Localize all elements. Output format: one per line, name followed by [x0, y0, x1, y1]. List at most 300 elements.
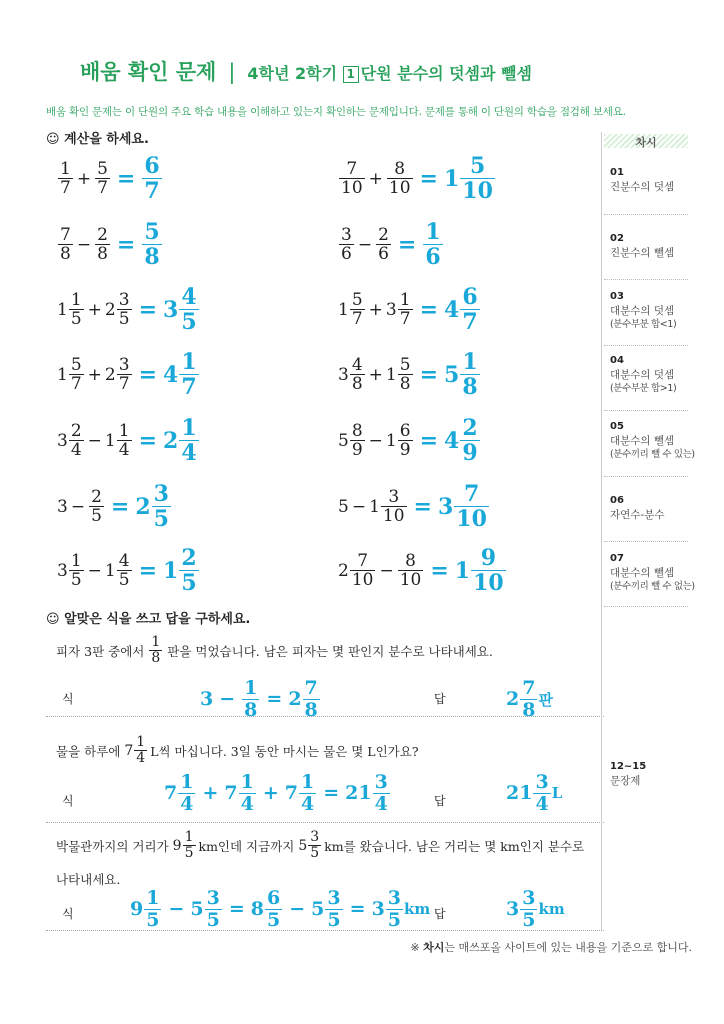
denominator: 4 — [70, 440, 82, 461]
operator: − — [76, 234, 92, 255]
whole-part: 2 — [506, 688, 520, 711]
fraction — [179, 285, 198, 334]
problem-expression — [338, 160, 414, 198]
denominator: 10 — [473, 570, 504, 597]
whole-part: 2 — [135, 493, 151, 520]
numerator: 4 — [351, 354, 363, 375]
fraction — [520, 678, 537, 721]
numerator: 1 — [60, 158, 71, 179]
fraction — [142, 220, 161, 269]
numerator: 1 — [70, 289, 82, 310]
expression-answer — [506, 678, 553, 721]
operator: + — [202, 782, 219, 805]
denominator: 4 — [136, 750, 146, 767]
lesson-number: 06 — [610, 495, 624, 506]
operand — [200, 688, 213, 710]
operand — [57, 497, 68, 517]
fraction — [117, 552, 132, 590]
numerator: 1 — [181, 415, 197, 441]
whole-part: 1 — [385, 364, 397, 385]
denominator: 10 — [341, 178, 363, 199]
whole-part: 7 — [124, 742, 134, 759]
denominator: 5 — [181, 309, 197, 336]
operand — [285, 772, 317, 815]
numerator: 5 — [70, 354, 82, 375]
denominator: 7 — [97, 178, 108, 199]
section-compute-heading: ☺ 계산을 하세요. — [46, 132, 149, 147]
denominator: 5 — [310, 845, 320, 862]
whole-part: 1 — [163, 557, 179, 584]
answer-value — [438, 482, 490, 531]
operand — [311, 888, 343, 931]
operand — [338, 552, 376, 590]
numerator: 3 — [118, 354, 130, 375]
denominator: 9 — [462, 440, 478, 467]
denominator: 8 — [60, 244, 71, 265]
denominator: 6 — [378, 244, 389, 265]
fraction — [303, 678, 320, 721]
operator: + — [368, 364, 383, 385]
lesson-title: (분수끼리 뺄 수 없는) — [610, 581, 695, 592]
word-problem-1-answer — [506, 678, 553, 721]
problem-13 — [57, 546, 200, 595]
word-problem-3-answer — [506, 888, 565, 931]
word-problem-2-answer-label — [434, 792, 446, 809]
denominator: 8 — [244, 698, 258, 721]
answer-label: 답 — [434, 907, 446, 921]
word-problem-2-text — [56, 735, 419, 767]
whole-part: 1 — [385, 430, 397, 451]
answer — [414, 350, 481, 399]
unit: km — [538, 900, 565, 919]
answer-label: 답 — [434, 794, 446, 808]
answer — [392, 220, 444, 269]
fraction — [95, 226, 110, 264]
fraction — [471, 546, 506, 595]
fraction-in-text — [124, 735, 148, 767]
answer — [133, 350, 200, 399]
denominator: 7 — [181, 374, 197, 401]
denominator: 4 — [240, 792, 254, 815]
fraction — [69, 422, 84, 460]
operand — [105, 552, 133, 590]
operator: + — [262, 782, 279, 805]
fraction — [205, 888, 222, 931]
lesson-title: (분수부분 합>1) — [610, 383, 677, 394]
operand — [397, 552, 425, 590]
whole-part: 4 — [444, 427, 460, 454]
fraction — [350, 422, 365, 460]
operand — [94, 160, 111, 198]
fraction — [152, 482, 171, 531]
fraction — [117, 291, 132, 329]
operand — [224, 772, 256, 815]
problem-2 — [338, 154, 496, 203]
fraction — [460, 416, 479, 465]
answer — [133, 546, 200, 595]
text: 판을 먹었습니다. 남은 피자는 몇 판인지 분수로 나타내세요. — [167, 643, 493, 659]
operator: + — [76, 168, 92, 189]
numerator: 2 — [378, 224, 389, 245]
footer-bold: 차시 — [423, 941, 445, 954]
operand — [94, 226, 111, 264]
answer — [111, 220, 163, 269]
operator: − — [87, 560, 102, 581]
operand — [338, 497, 349, 517]
numerator: 1 — [180, 771, 194, 793]
denominator: 5 — [206, 908, 220, 931]
footer-note: ※ 차시는 매쓰포올 사이트에 있는 내용을 기준으로 합니다. — [410, 941, 692, 954]
whole-part: 1 — [338, 299, 349, 320]
fraction — [179, 350, 198, 399]
fraction — [89, 488, 104, 526]
whole-part: 1 — [443, 165, 460, 192]
denominator: 4 — [118, 440, 130, 461]
denominator: 7 — [70, 374, 82, 395]
operator: − — [219, 688, 236, 711]
numerator: 5 — [399, 354, 411, 375]
answer-value — [444, 350, 481, 399]
operand — [345, 772, 391, 815]
word-problem-1-expression — [200, 678, 321, 721]
operator: − — [70, 496, 86, 517]
numerator: 3 — [388, 486, 400, 507]
unit: 판 — [538, 690, 553, 709]
operand — [251, 888, 283, 931]
answer — [414, 154, 496, 203]
sidebar-item-07 — [610, 552, 695, 594]
whole-part: 9 — [130, 898, 144, 921]
operand — [338, 160, 366, 198]
fraction-in-text — [148, 635, 163, 667]
denominator: 10 — [456, 506, 487, 533]
fraction — [58, 160, 73, 198]
operator: + — [87, 299, 102, 320]
whole-part: 21 — [506, 782, 533, 805]
word-problem-1-expr-label — [62, 690, 74, 707]
fraction — [134, 735, 147, 767]
whole-part: 5 — [190, 898, 204, 921]
fraction — [242, 678, 259, 721]
numerator: 3 — [153, 481, 169, 507]
numerator: 8 — [394, 158, 406, 179]
operand — [338, 291, 366, 329]
whole-part: 3 — [385, 299, 397, 320]
sidebar-divider — [604, 345, 688, 346]
question-text: 나타내세요. — [56, 872, 121, 887]
whole-part: 3 — [371, 898, 385, 921]
operator: − — [357, 234, 373, 255]
problem-expression — [338, 422, 414, 460]
fraction — [520, 888, 537, 931]
operand — [386, 422, 414, 460]
title-unit: 4학년 2학기 1 단원 분수의 덧셈과 뺄셈 — [247, 64, 532, 83]
fraction-in-text — [173, 830, 197, 862]
equals-sign: = — [138, 427, 157, 454]
lesson-number: 01 — [610, 167, 624, 178]
question-text — [56, 830, 584, 862]
problem-3 — [57, 220, 163, 269]
whole-part: 3 — [57, 560, 68, 581]
denominator: 5 — [118, 309, 130, 330]
denominator: 5 — [118, 570, 130, 591]
equals-sign: = — [110, 493, 130, 520]
denominator: 5 — [184, 845, 194, 862]
fraction — [533, 772, 550, 815]
denominator: 8 — [462, 374, 478, 401]
unit: L — [551, 784, 563, 803]
title-divider: | — [228, 60, 236, 84]
fraction — [58, 226, 73, 264]
denominator: 5 — [327, 908, 341, 931]
denominator: 5 — [181, 570, 197, 597]
expression-label: 식 — [62, 907, 74, 921]
divider — [46, 822, 604, 823]
answer-value — [163, 350, 200, 399]
equals-sign: = — [138, 557, 157, 584]
question-text — [56, 635, 493, 667]
problem-11 — [57, 482, 172, 531]
fraction — [387, 160, 413, 198]
whole-part: 1 — [104, 560, 116, 581]
problem-5 — [57, 285, 200, 334]
problem-expression — [338, 552, 424, 590]
answer-value — [444, 285, 481, 334]
sidebar-item-04 — [610, 354, 676, 396]
question-text — [56, 735, 419, 767]
word-problem-2-answer — [506, 772, 562, 815]
operand — [57, 226, 74, 264]
fraction — [398, 552, 424, 590]
numerator: 7 — [357, 550, 369, 571]
word-problem-1-text — [56, 635, 493, 667]
numerator: 1 — [244, 677, 258, 699]
answer — [111, 154, 163, 203]
numerator: 8 — [405, 550, 416, 571]
denominator: 5 — [153, 506, 169, 533]
text: 피자 3판 중에서 — [56, 643, 145, 659]
equals-sign: = — [419, 296, 438, 323]
fraction — [142, 154, 161, 203]
expression-label: 식 — [62, 692, 74, 706]
numerator: 5 — [144, 219, 160, 245]
numerator: 1 — [146, 887, 160, 909]
fraction — [398, 356, 413, 394]
fraction — [350, 291, 365, 329]
fraction — [339, 226, 354, 264]
whole-part: 1 — [57, 364, 68, 385]
fraction — [179, 546, 198, 595]
whole-part: 5 — [298, 837, 308, 854]
operator: − — [351, 496, 367, 517]
numerator: 6 — [462, 284, 478, 310]
numerator: 2 — [97, 224, 108, 245]
fraction — [460, 285, 479, 334]
fraction — [69, 291, 84, 329]
whole-part: 1 — [369, 496, 380, 517]
denominator: 4 — [535, 792, 549, 815]
answer — [414, 416, 481, 465]
numerator: 1 — [462, 349, 478, 375]
whole-part: 3 — [437, 493, 454, 520]
operator: − — [289, 898, 306, 921]
unit: km — [404, 900, 431, 919]
answer — [408, 482, 490, 531]
operator: − — [368, 430, 383, 451]
fraction — [308, 830, 321, 862]
numerator: 1 — [136, 734, 146, 750]
denominator: 7 — [118, 374, 130, 395]
operator: − — [168, 898, 185, 921]
lesson-title: 대분수의 덧셈 — [610, 305, 675, 317]
answer-value — [163, 285, 200, 334]
denominator: 5 — [91, 506, 102, 527]
denominator: 9 — [351, 440, 363, 461]
denominator: 8 — [97, 244, 108, 265]
whole-part: 3 — [338, 364, 349, 385]
numerator: 2 — [70, 420, 82, 441]
denominator: 8 — [151, 650, 161, 667]
problem-expression — [338, 356, 414, 394]
operand — [105, 356, 133, 394]
answer-value — [135, 482, 172, 531]
whole-part: 4 — [444, 296, 460, 323]
equals-sign: = — [116, 165, 136, 192]
numerator: 3 — [522, 887, 536, 909]
operand — [57, 160, 74, 198]
equals-sign: = — [138, 361, 157, 388]
problem-1 — [57, 154, 163, 203]
numerator: 7 — [304, 677, 318, 699]
numerator: 6 — [144, 153, 160, 179]
fraction — [178, 772, 195, 815]
operand — [386, 291, 414, 329]
numerator: 8 — [351, 420, 363, 441]
whole-part: 1 — [57, 299, 68, 320]
text: L씩 마십니다. 3일 동안 마시는 물은 몇 L인가요? — [150, 743, 419, 759]
lesson-number: 02 — [610, 233, 624, 244]
operand — [57, 422, 85, 460]
denominator: 9 — [399, 440, 411, 461]
whole-part: 2 — [104, 299, 116, 320]
word-problem-3-expr-label — [62, 905, 74, 922]
problem-expression — [57, 422, 133, 460]
answer-value — [141, 154, 162, 203]
denominator: 7 — [60, 178, 71, 199]
unit-number-box: 1 — [343, 66, 359, 83]
denominator: 5 — [70, 570, 82, 591]
denominator: 10 — [382, 506, 405, 527]
lesson-title: 대분수의 뺄셈 — [610, 435, 675, 447]
problem-expression — [57, 160, 111, 198]
numerator: 3 — [310, 829, 320, 845]
operand — [506, 888, 538, 931]
denominator: 4 — [181, 440, 197, 467]
answer — [105, 482, 172, 531]
operand — [338, 422, 366, 460]
whole-part: 1 — [454, 557, 471, 584]
numerator: 2 — [181, 545, 197, 571]
operand — [105, 291, 133, 329]
text: km를 왔습니다. 남은 거리는 몇 km인지 분수로 — [324, 838, 585, 854]
whole-part: 2 — [338, 560, 349, 581]
fraction — [117, 422, 132, 460]
fraction — [144, 888, 161, 931]
section-word-heading: ☺ 알맞은 식을 쓰고 답을 구하세요. — [46, 612, 251, 627]
numerator: 3 — [118, 289, 130, 310]
sidebar-divider — [604, 606, 688, 607]
denominator: 10 — [462, 178, 493, 205]
whole-part: 3 — [506, 898, 520, 921]
operand — [386, 356, 414, 394]
sidebar-divider — [604, 410, 688, 411]
fraction — [339, 160, 365, 198]
equals-sign: = — [430, 557, 449, 584]
sidebar-divider — [604, 279, 688, 280]
whole-part: 3 — [163, 296, 179, 323]
expression-answer — [506, 888, 565, 931]
divider — [46, 716, 604, 717]
numerator: 6 — [399, 420, 411, 441]
whole-part: 2 — [163, 427, 179, 454]
answer — [133, 285, 200, 334]
numerator: 3 — [387, 887, 402, 909]
answer-label: 답 — [434, 692, 446, 706]
problem-expression — [338, 488, 408, 526]
operator: = — [228, 898, 245, 921]
fraction — [183, 830, 196, 862]
answer-value — [163, 546, 200, 595]
word-problem-2-expr-label — [62, 792, 74, 809]
word-problem-3-expression — [130, 888, 430, 931]
fraction — [398, 291, 413, 329]
problem-7 — [57, 350, 200, 399]
problem-expression — [57, 226, 111, 264]
denominator: 5 — [522, 908, 536, 931]
whole-part: 5 — [338, 430, 349, 451]
numerator: 1 — [425, 219, 441, 245]
fraction — [423, 220, 442, 269]
equals-sign: = — [397, 231, 417, 258]
fraction-in-text — [298, 830, 322, 862]
answer — [424, 546, 506, 595]
whole-part: 3 — [200, 688, 214, 711]
operand — [288, 678, 320, 721]
whole-part: 2 — [104, 364, 116, 385]
numerator: 2 — [462, 415, 478, 441]
denominator: 5 — [146, 908, 160, 931]
fraction — [373, 772, 390, 815]
answer-value — [163, 416, 200, 465]
denominator: 8 — [144, 244, 160, 271]
fraction — [117, 356, 132, 394]
word-problem-2-expression — [164, 772, 391, 815]
answer — [133, 416, 200, 465]
operand — [57, 552, 85, 590]
operand — [57, 291, 85, 329]
operand — [88, 488, 105, 526]
answer-value — [444, 416, 481, 465]
lesson-number: 05 — [610, 421, 624, 432]
whole-part: 5 — [338, 496, 349, 517]
denominator: 7 — [462, 309, 478, 336]
sidebar-divider — [604, 214, 688, 215]
denominator: 6 — [425, 244, 441, 271]
whole-part: 7 — [284, 782, 299, 805]
page-title — [80, 56, 532, 86]
operand — [164, 772, 196, 815]
denominator: 5 — [387, 908, 402, 931]
